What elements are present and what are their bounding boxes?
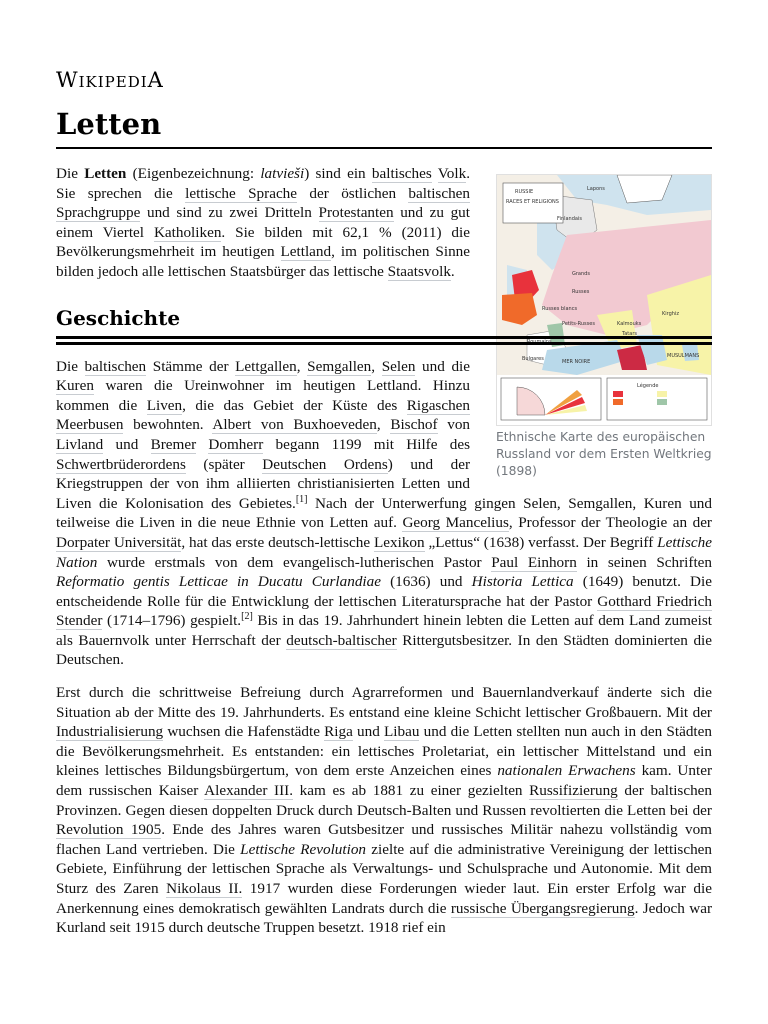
map-label: MER NOIRE xyxy=(562,359,591,365)
link-volk[interactable]: Volk xyxy=(437,165,467,182)
link-deutscher-orden[interactable]: Deutschen Ordens xyxy=(262,455,388,473)
link-baltische-sprachgruppe[interactable]: baltischen Sprachgruppe xyxy=(56,184,470,222)
link-kuren[interactable]: Kuren xyxy=(56,377,94,395)
lead-paragraph: Die Letten (Eigenbezeichnung: latvieši) sind ein baltisches Volk. Sie sprechen die lettische Sprache der östlichen baltischen Sprachgruppe und sind zu zwei Dritteln Protestanten und zu gut einem Viertel Katholiken. Sie bilden mit 62,1 % (2011) die Bevölkerungsmehrheit im heutigen Lettland, im politischen Sinne bilden jedoch alle lettischen Staatsbürger das lettische Staatsvolk. xyxy=(56,165,470,280)
link-libau[interactable]: Libau xyxy=(384,723,420,741)
map-illustration xyxy=(497,175,711,425)
link-revolution-1905[interactable]: Revolution 1905 xyxy=(56,821,162,839)
article-content xyxy=(56,164,712,951)
logo-letter: W xyxy=(56,68,79,92)
link-lettische-sprache[interactable]: lettische Sprache xyxy=(185,184,298,202)
link-riga[interactable]: Riga xyxy=(324,723,353,741)
link-baltisches[interactable]: baltisches xyxy=(371,165,432,182)
link-livland[interactable]: Livland xyxy=(56,435,104,453)
map-label: Grands xyxy=(572,271,590,277)
ethnic-map-image[interactable] xyxy=(496,174,712,426)
link-albert-von-buxhoeveden[interactable]: Albert von Buxhoeveden xyxy=(212,416,377,434)
map-label: Roumains xyxy=(527,339,552,345)
link-lettland[interactable]: Lettland xyxy=(280,243,332,261)
link-georg-mancelius[interactable]: Georg Mancelius xyxy=(402,514,509,532)
section-heading-geschichte: Geschichte xyxy=(56,304,712,339)
link-deutsch-baltischer[interactable]: deutsch-baltischer xyxy=(286,631,397,649)
link-domherr[interactable]: Domherr xyxy=(208,435,264,453)
link-rigaschen-meerbusen[interactable]: Rigaschen Meerbusen xyxy=(56,396,471,434)
page-title: Letten xyxy=(56,104,712,149)
map-label: Russes blancs xyxy=(542,306,578,312)
link-katholiken[interactable]: Katholiken xyxy=(153,223,222,241)
map-subtitle-text: RACES ET RELIGIONS xyxy=(506,199,559,205)
map-label: Bulgares xyxy=(522,356,544,362)
map-title-text: RUSSIE xyxy=(515,189,534,195)
link-protestanten[interactable]: Protestanten xyxy=(318,204,394,222)
logo-smallcaps: IKIPEDI xyxy=(78,73,148,91)
map-legend-label: Légende xyxy=(637,383,659,389)
link-gotthard-friedrich-stender[interactable]: Gotthard Friedrich Stender xyxy=(56,592,712,630)
link-paul-einhorn[interactable]: Paul Einhorn xyxy=(491,553,577,571)
link-russische-uebergangsregierung[interactable]: russische Übergangsregierung xyxy=(450,899,635,917)
reference-link[interactable]: [2] xyxy=(241,611,253,623)
link-lettgallen[interactable]: Lettgallen xyxy=(235,357,297,375)
link-schwertbruederorden[interactable]: Schwertbrüderordens xyxy=(56,455,186,473)
link-baltischen[interactable]: baltischen xyxy=(84,357,147,375)
history-paragraph-1: Die baltischen Stämme der Lettgallen, Semgallen, Selen und die Kuren waren die Ureinwohner im heutigen Lettland. Hinzu kommen die Liven, die das Gebiet der Küste des Rigaschen Meerbusen bewohnten. Albert von Buxhoeveden, Bischof von Livland und Bremer Domherr begann 1199 mit Hilfe des Schwertbrüderordens (später Deutschen Ordens) und der Kriegstruppen der von ihm alliierten christianisierten Letten und Liven die Kolonisation des Gebietes.[1] Nach der Unterwerfung gingen Selen, Semgallen, Kuren und teilweise die Liven in die neue Ethnie von Letten auf. Georg Mancelius, Professor der Theologie an der Dorpater Universität, hat das erste deutsch-lettische Lexikon „Lettus“ (1638) verfasst. Der Begriff Lettische Nation wurde erstmals von dem evangelisch-lutherischen Pastor Paul Einhorn in seinen Schriften Reformatio gentis Letticae in Ducatu Curlandiae (1636) und Historia Lettica (1649) benutzt. Die entscheidende Rolle für die Entwicklung der lettischen Literatursprache hat der Pastor Gotthard Friedrich Stender (1714–1796) gespielt.[2] Bis in das 19. Jahrhundert hinein lebten die Letten auf dem Land zumeist als Bauernvolk unter Herrschaft der deutsch-baltischer Rittergutsbesitzer. In den Städten dominierten die Deutschen. xyxy=(56,357,712,669)
map-label: Tatars xyxy=(622,331,637,337)
map-label: Lapons xyxy=(587,186,605,192)
reference-2[interactable] xyxy=(241,611,253,622)
link-bischof[interactable]: Bischof xyxy=(390,416,438,434)
link-semgallen[interactable]: Semgallen xyxy=(307,357,372,375)
article-subject: Letten xyxy=(84,165,127,182)
link-liven[interactable]: Liven xyxy=(146,396,183,414)
link-industrialisierung[interactable]: Industrialisierung xyxy=(56,723,164,741)
map-label: Kalmouks xyxy=(617,321,642,327)
map-label: Finlandais xyxy=(557,216,582,222)
link-bremer[interactable]: Bremer xyxy=(150,435,197,453)
link-staatsvolk[interactable]: Staatsvolk xyxy=(387,262,451,280)
wikipedia-logo[interactable] xyxy=(56,68,164,92)
link-lexikon[interactable]: Lexikon xyxy=(374,533,425,551)
link-selen[interactable]: Selen xyxy=(381,357,416,375)
reference-1[interactable] xyxy=(296,494,308,505)
link-russifizierung[interactable]: Russifizierung xyxy=(529,782,618,800)
link-nikolaus-ii[interactable]: Nikolaus II. xyxy=(166,880,243,897)
link-alexander-iii[interactable]: Alexander III. xyxy=(204,782,294,800)
reference-link[interactable]: [1] xyxy=(295,493,308,505)
map-label: MUSULMANS xyxy=(667,353,700,359)
link-dorpater-universitaet[interactable]: Dorpater Universität xyxy=(56,533,182,551)
map-label: Russes xyxy=(572,289,590,295)
native-name: latvieši xyxy=(260,165,305,182)
logo-letter: A xyxy=(147,68,164,92)
figure-caption: Ethnische Karte des europäischen Russland vor dem Ersten Weltkrieg (1898) xyxy=(496,430,712,478)
map-label: Kirghiz xyxy=(662,311,679,317)
map-label: Petits-Russes xyxy=(562,321,595,327)
history-paragraph-2: Erst durch die schrittweise Befreiung durch Agrarreformen und Bauernlandverkauf änderte sich die Situation ab der Mitte des 19. Jahrhunderts. Es entstand eine kleine Schicht lettischer Großbauern. Mit der Industrialisierung wuchsen die Hafenstädte Riga und Libau und die Letten stellten nun auch in den Städten die Bevölkerungsmehrheit. Es entstanden: ein lettisches Proletariat, ein lettischer Mittelstand und ein kleines lettisches Bildungsbürgertum, von dem erste Anzeichen eines nationalen Erwachens kam. Unter dem russischen Kaiser Alexander III. kam es ab 1881 zu einer gezielten Russifizierung der baltischen Provinzen. Gegen diesen doppelten Druck durch Deutsch-Balten und Russen revoltierten die Letten bei der Revolution 1905. Ende des Jahres waren Gutsbesitzer und russisches Militär nahezu vollständig vom flachen Land vertrieben. Die Lettische Revolution zielte auf die administrative Vereinigung der lettischen Gebiete, Einführung der lettischen Sprache als Verwaltungs- und Schulsprache und Autonomie. Mit dem Sturz des Zaren Nikolaus II. 1917 wurden diese Forderungen wieder laut. Ein erster Erfolg war die Anerkennung eines demokratisch gewählten Landrats durch die russische Übergangsregierung. Jedoch war Kurland seit 1915 durch deutsche Truppen besetzt. 1918 rief ein xyxy=(56,684,713,937)
